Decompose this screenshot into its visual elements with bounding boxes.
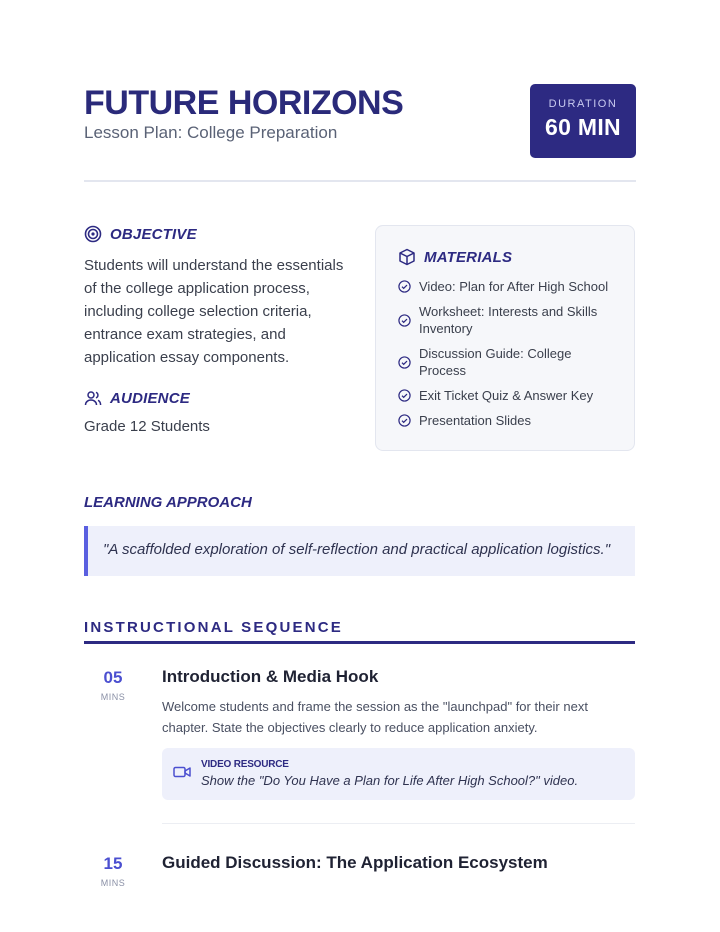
audience-heading	[84, 389, 190, 407]
list-item	[398, 387, 618, 404]
objective-label: OBJECTIVE	[110, 225, 197, 243]
material-text: Video: Plan for After High School	[419, 279, 609, 294]
step-description: Welcome students and frame the session as the "launchpad" for their next chapter. State the objectives clearly to reduce application anxiety.	[162, 699, 588, 735]
step-duration	[84, 668, 142, 702]
audience-label: AUDIENCE	[110, 389, 190, 407]
duration-label: DURATION	[548, 98, 618, 110]
step-title: Introduction & Media Hook	[162, 667, 379, 686]
step-minutes: 05	[103, 668, 123, 687]
materials-heading	[398, 248, 512, 266]
list-item	[398, 345, 618, 379]
page-title: FUTURE HORIZONS	[84, 84, 404, 122]
step-divider	[162, 823, 635, 824]
materials-list	[398, 278, 618, 437]
material-text: Presentation Slides	[419, 413, 532, 428]
material-text: Discussion Guide: College Process	[419, 346, 572, 378]
users-icon	[84, 389, 102, 407]
sequence-heading: INSTRUCTIONAL SEQUENCE	[84, 619, 635, 644]
step-title: Guided Discussion: The Application Ecosystem	[162, 853, 548, 872]
step-unit: MINS	[100, 878, 126, 888]
box-icon	[398, 248, 416, 266]
step-minutes: 15	[103, 854, 123, 873]
objective-heading	[84, 225, 197, 243]
check-circle-icon	[398, 389, 411, 402]
page-subtitle: Lesson Plan: College Preparation	[84, 123, 338, 142]
material-text: Worksheet: Interests and Skills Inventory	[419, 304, 598, 336]
resource-text: Show the "Do You Have a Plan for Life After High School?" video.	[201, 773, 579, 788]
video-icon	[173, 764, 191, 780]
check-circle-icon	[398, 280, 411, 293]
approach-heading: LEARNING APPROACH	[84, 494, 252, 511]
video-resource-box	[162, 748, 635, 800]
resource-label: VIDEO RESOURCE	[201, 759, 289, 770]
check-circle-icon	[398, 314, 411, 327]
step-unit: MINS	[100, 692, 126, 702]
check-circle-icon	[398, 356, 411, 369]
duration-badge	[530, 84, 636, 158]
list-item	[398, 278, 618, 295]
header	[84, 84, 636, 182]
duration-value: 60 MIN	[545, 114, 621, 140]
objective-text: Students will understand the essentials of the college application process, including college selection criteria, entrance exam strategies, and application essay components.	[84, 257, 344, 366]
material-text: Exit Ticket Quiz & Answer Key	[419, 388, 594, 403]
materials-label: MATERIALS	[424, 248, 513, 266]
target-icon	[84, 225, 102, 243]
audience-text: Grade 12 Students	[84, 418, 210, 435]
materials-card	[375, 225, 635, 451]
list-item	[398, 412, 618, 429]
step-duration	[84, 854, 142, 888]
check-circle-icon	[398, 414, 411, 427]
list-item	[398, 303, 618, 337]
approach-quote: "A scaffolded exploration of self-reflection and practical application logistics."	[84, 526, 635, 576]
